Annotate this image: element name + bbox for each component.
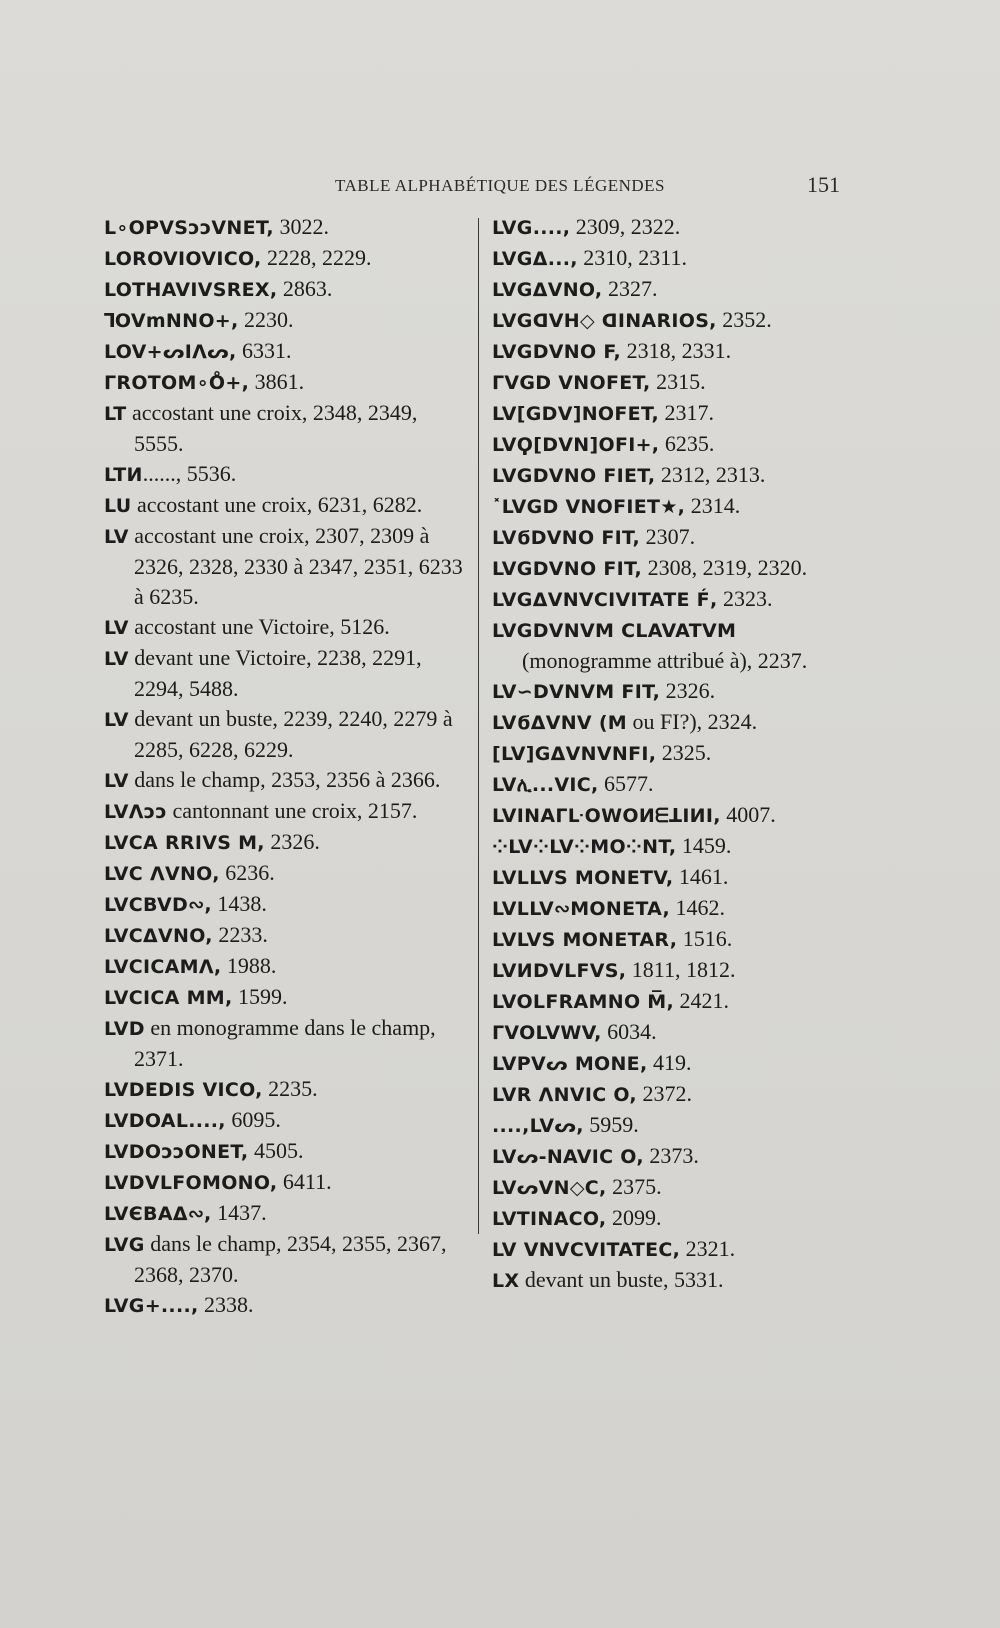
index-entry: [104, 796, 466, 827]
catalogue-reference: 2325.: [656, 740, 712, 765]
catalogue-reference: devant une Victoire, 2238, 2291, 2294, 5488.: [128, 645, 422, 701]
catalogue-reference: 1811, 1812.: [626, 957, 736, 982]
index-entry: [492, 1017, 854, 1048]
legend-text: LVCICA MM,: [104, 987, 233, 1009]
catalogue-reference: 6235.: [659, 431, 715, 456]
index-entry: [492, 1110, 854, 1141]
legend-text: LVGΔ...,: [492, 248, 578, 270]
legend-text: LVGΔVNO,: [492, 279, 603, 301]
catalogue-reference: 1462.: [670, 895, 726, 920]
index-entry: [492, 1048, 854, 1079]
catalogue-reference: accostant une Victoire, 5126.: [128, 614, 390, 639]
column-divider: [478, 218, 479, 1234]
catalogue-reference: 6034.: [601, 1019, 657, 1044]
index-entry: [492, 676, 854, 707]
catalogue-reference: 2863.: [277, 276, 333, 301]
left-column: [104, 212, 466, 1321]
catalogue-reference: 2308, 2319, 2320.: [642, 555, 808, 580]
catalogue-reference: 4007.: [720, 802, 776, 827]
legend-text: LU: [104, 495, 132, 517]
catalogue-reference: 419.: [647, 1050, 692, 1075]
index-entry: [492, 274, 854, 305]
index-entry: [492, 305, 854, 336]
legend-text: LV: [104, 770, 129, 792]
legend-text: ꓶOVmNNO+,: [104, 310, 239, 332]
legend-text: LV VNVCVITATEC,: [492, 1239, 681, 1261]
index-entry: [492, 243, 854, 274]
catalogue-reference: 1437.: [211, 1200, 267, 1225]
index-entry: [492, 429, 854, 460]
catalogue-reference: cantonnant une croix, 2157.: [166, 798, 418, 823]
catalogue-reference: 2235.: [262, 1076, 318, 1101]
catalogue-reference: accostant une croix, 6231, 6282.: [131, 492, 423, 517]
legend-text: LVG: [104, 1234, 145, 1256]
legend-text: [LV]GΔVNVNFI,: [492, 743, 657, 765]
legend-text: LVR ΛNVIC O,: [492, 1084, 637, 1106]
legend-text: LVGΔVNVCIVITATE F́,: [492, 589, 718, 611]
catalogue-reference: 2312, 2313.: [655, 462, 766, 487]
catalogue-reference: 2323.: [717, 586, 773, 611]
legend-text: LT: [104, 403, 127, 425]
index-entry: [492, 893, 854, 924]
index-entry: [104, 1013, 466, 1074]
catalogue-reference: (monogramme attribué à), 2237.: [522, 648, 808, 673]
legend-text: LVDEDIS VICO,: [104, 1079, 263, 1101]
catalogue-reference: 6577.: [598, 771, 654, 796]
legend-text: LV[GDV]NOFET,: [492, 403, 660, 425]
index-entry: [104, 951, 466, 982]
catalogue-reference: accostant une croix, 2307, 2309 à 2326, 2328, 2330 à 2347, 2351, 6233 à 6235.: [128, 523, 463, 609]
page-header: [0, 172, 1000, 206]
legend-text: LVPVᔕ MONE,: [492, 1053, 648, 1075]
catalogue-reference: 1988.: [221, 953, 277, 978]
legend-text: LVCBVD∾,: [104, 894, 212, 916]
catalogue-reference: 3861.: [249, 369, 305, 394]
legend-text: LVINAΓᒷOWOИᗴꓕIИI,: [492, 805, 721, 827]
legend-text: LVGDVNO FIET,: [492, 465, 656, 487]
catalogue-reference: 6331.: [236, 338, 292, 363]
right-column: [492, 212, 854, 1296]
index-entry: [104, 336, 466, 367]
catalogue-reference: 6236.: [219, 860, 275, 885]
legend-text: LV: [104, 617, 129, 639]
index-entry: [492, 398, 854, 429]
running-title: TABLE ALPHABÉTIQUE DES LÉGENDES: [334, 176, 666, 195]
index-entry: [104, 1198, 466, 1229]
legend-text: LVGDVNO F,: [492, 341, 622, 363]
legend-text: LVϘ[DVN]OFI+,: [492, 434, 660, 456]
catalogue-reference: 2372.: [636, 1081, 692, 1106]
index-entry: [492, 1203, 854, 1234]
index-entry: [104, 305, 466, 336]
catalogue-reference: 2233.: [212, 922, 268, 947]
catalogue-reference: 2352.: [716, 307, 772, 332]
index-entry: [104, 612, 466, 643]
catalogue-reference: 2314.: [685, 493, 741, 518]
legend-text: LOV+ᔕIΛᔕ,: [104, 341, 237, 363]
catalogue-reference: 4505.: [248, 1138, 304, 1163]
index-entry: [492, 707, 854, 738]
legend-text: ....,LVᔕ,: [492, 1115, 584, 1137]
legend-text: LVDVLFOMONO,: [104, 1172, 278, 1194]
legend-text: LVOLFRAMNO M̅,: [492, 991, 675, 1013]
index-entry: [492, 336, 854, 367]
catalogue-reference: 3022.: [273, 214, 329, 239]
catalogue-reference: 1459.: [676, 833, 732, 858]
legend-text: LVG+....,: [104, 1295, 199, 1317]
legend-text: LVD: [104, 1018, 145, 1040]
index-entry: [492, 367, 854, 398]
index-entry: [104, 1229, 466, 1290]
catalogue-reference: 2317.: [659, 400, 715, 425]
legend-text: ⁘LV⁘LV⁘MO⁘NT,: [492, 836, 677, 858]
index-entry: [492, 769, 854, 800]
index-entry: [104, 920, 466, 951]
legend-text: LVሊ...VIC,: [492, 774, 599, 796]
index-entry: [492, 924, 854, 955]
catalogue-reference: 2099.: [606, 1205, 662, 1230]
legend-text: LVLLV∾MONETA,: [492, 898, 671, 920]
index-entry: [492, 986, 854, 1017]
catalogue-reference: devant un buste, 2239, 2240, 2279 à 2285, 6228, 6229.: [128, 706, 453, 762]
legend-text: LVLVS MONETAR,: [492, 929, 678, 951]
catalogue-reference: 2338.: [198, 1292, 254, 1317]
index-entry: [492, 615, 854, 676]
catalogue-reference: 6095.: [225, 1107, 281, 1132]
catalogue-reference: 2421.: [674, 988, 730, 1013]
legend-text: LVDOↄↄONET,: [104, 1141, 249, 1163]
index-entry: [492, 955, 854, 986]
legend-text: LV: [104, 648, 129, 670]
index-entry: [492, 522, 854, 553]
legend-text: LVGDVNO FIT,: [492, 558, 643, 580]
catalogue-reference: 2327.: [602, 276, 658, 301]
index-entry: [104, 858, 466, 889]
catalogue-reference: 2307.: [640, 524, 696, 549]
index-entry: [104, 1290, 466, 1321]
legend-text: ΓVGD VNOFET,: [492, 372, 651, 394]
catalogue-reference: 2315.: [650, 369, 706, 394]
legend-text: LOTHAVIVSREX,: [104, 279, 278, 301]
legend-text: LVCΔVNO,: [104, 925, 213, 947]
catalogue-reference: 2310, 2311.: [577, 245, 687, 270]
index-entry: [104, 1136, 466, 1167]
index-entry: [104, 1074, 466, 1105]
legend-text: LV: [104, 526, 129, 548]
index-entry: [492, 831, 854, 862]
legend-text: ΓROTOM∘O̊+,: [104, 372, 250, 394]
index-entry: [492, 1234, 854, 1265]
index-entry: [492, 1141, 854, 1172]
index-entry: [104, 521, 466, 612]
page-number: 151: [807, 172, 840, 197]
index-entry: [492, 212, 854, 243]
catalogue-reference: 2318, 2331.: [621, 338, 732, 363]
index-entry: [104, 274, 466, 305]
catalogue-reference: en monogramme dans le champ, 2371.: [134, 1015, 436, 1071]
legend-text: LVᔕ-NAVIC O,: [492, 1146, 644, 1168]
index-entry: [104, 490, 466, 521]
index-entry: [104, 1105, 466, 1136]
index-entry: [492, 800, 854, 831]
catalogue-reference: 2373.: [643, 1143, 699, 1168]
index-entry: [104, 243, 466, 274]
catalogue-reference: 1461.: [673, 864, 729, 889]
index-entry: [104, 367, 466, 398]
catalogue-reference: 1516.: [677, 926, 733, 951]
legend-text: LVCA RRIVS M,: [104, 832, 265, 854]
catalogue-reference: dans le champ, 2354, 2355, 2367, 2368, 2370.: [134, 1231, 447, 1287]
index-entry: [104, 398, 466, 459]
legend-text: LVC ΛVNO,: [104, 863, 220, 885]
index-entry: [492, 1079, 854, 1110]
legend-text: LVϭΔVNV (M: [492, 712, 628, 734]
catalogue-reference: ou FI?), 2324.: [627, 709, 758, 734]
legend-text: LVDOAL....,: [104, 1110, 226, 1132]
index-entry: [492, 584, 854, 615]
legend-text: LV∽DVNVM FIT,: [492, 681, 661, 703]
catalogue-reference: 2228, 2229.: [261, 245, 372, 270]
catalogue-reference: 5959.: [583, 1112, 639, 1137]
legend-text: L∘OPVSↄↄVNET,: [104, 217, 274, 239]
legend-text: LX: [492, 1270, 520, 1292]
catalogue-reference: 1599.: [232, 984, 288, 1009]
catalogue-reference: 2230.: [238, 307, 294, 332]
index-entry: [104, 643, 466, 704]
index-entry: [492, 460, 854, 491]
legend-text: LOROVIOVICO,: [104, 248, 262, 270]
index-entry: [492, 553, 854, 584]
index-entry: [492, 738, 854, 769]
legend-text: LTИ: [104, 464, 143, 486]
index-entry: [104, 889, 466, 920]
catalogue-reference: devant un buste, 5331.: [519, 1267, 724, 1292]
index-entry: [104, 212, 466, 243]
catalogue-reference: 2309, 2322.: [570, 214, 681, 239]
legend-text: LVGᗡVH◇ ᗡINARIOS,: [492, 310, 717, 332]
catalogue-reference: dans le champ, 2353, 2356 à 2366.: [128, 767, 441, 792]
index-entry: [492, 1172, 854, 1203]
index-entry: [492, 491, 854, 522]
legend-text: ΓVOLVWV,: [492, 1022, 602, 1044]
legend-text: LVϭDVNO FIT,: [492, 527, 641, 549]
legend-text: LVGDVNVM CLAVATVM: [492, 620, 737, 642]
index-entry: [104, 827, 466, 858]
catalogue-reference: 2321.: [680, 1236, 736, 1261]
legend-text: LVИDVLFVS,: [492, 960, 627, 982]
index-entry: [104, 765, 466, 796]
catalogue-reference: 2326.: [660, 678, 716, 703]
legend-text: LVЄBAΔ∾,: [104, 1203, 212, 1225]
index-entry: [104, 982, 466, 1013]
legend-text: LVΛↄↄ: [104, 801, 167, 823]
catalogue-reference: 2375.: [606, 1174, 662, 1199]
legend-text: LVCICAMΛ,: [104, 956, 222, 978]
catalogue-reference: accostant une croix, 2348, 2349, 5555.: [126, 400, 418, 456]
catalogue-reference: 6411.: [277, 1169, 332, 1194]
legend-text: LVLLVS MONETV,: [492, 867, 674, 889]
index-entry: [492, 862, 854, 893]
catalogue-reference: 1438.: [211, 891, 267, 916]
index-entry: [104, 459, 466, 490]
legend-text: ˟LVGD VNOFIET★,: [492, 496, 686, 518]
catalogue-reference: 2326.: [264, 829, 320, 854]
legend-text: LVᔕVN◇C,: [492, 1177, 607, 1199]
index-entry: [104, 1167, 466, 1198]
legend-text: LVG....,: [492, 217, 571, 239]
index-entry: [492, 1265, 854, 1296]
legend-text: LVTINACO,: [492, 1208, 607, 1230]
index-entry: [104, 704, 466, 765]
catalogue-reference: ......, 5536.: [142, 461, 237, 486]
legend-text: LV: [104, 709, 129, 731]
